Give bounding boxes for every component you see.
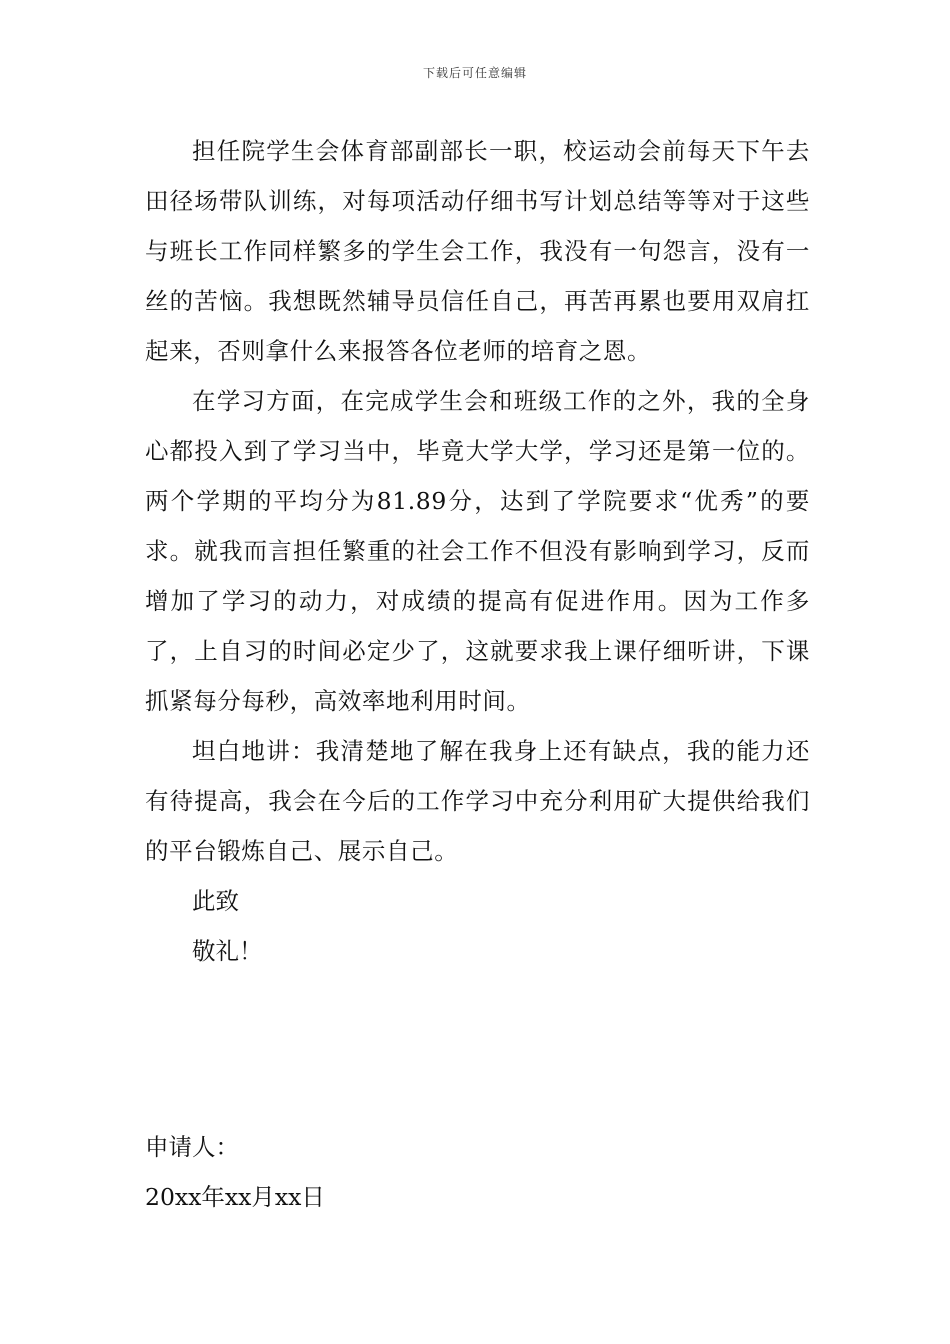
letter-body bbox=[145, 126, 810, 976]
closing-regards: 敬礼！ bbox=[192, 937, 263, 965]
date-line: 20xx年xx月xx日 bbox=[145, 1183, 325, 1211]
applicant-label: 申请人： bbox=[145, 1133, 239, 1161]
paragraph-sports-department: 担任院学生会体育部副部长一职，校运动会前每天下午去田径场带队训练，对每项活动仔细书写计划总结等等对于这些与班长工作同样繁多的学生会工作，我没有一句怨言，没有一丝的苦恼。我想既然辅导员信任自己，再苦再累也要用双肩扛起来，否则拿什么来报答各位老师的培育之恩。 bbox=[145, 137, 810, 365]
signature-block bbox=[145, 1122, 810, 1222]
page-header: 下载后可任意编辑 bbox=[422, 66, 527, 80]
paragraph-self-assessment: 坦白地讲：我清楚地了解在我身上还有缺点，我的能力还有待提高，我会在今后的工作学习中充分利用矿大提供给我们的平台锻炼自己、展示自己。 bbox=[145, 737, 810, 865]
paragraph-study: 在学习方面，在完成学生会和班级工作的之外，我的全身心都投入到了学习当中，毕竟大学大学，学习还是第一位的。两个学期的平均分为81.89分，达到了学院要求“优秀”的要求。就我而言担任繁重的社会工作不但没有影响到学习，反而增加了学习的动力，对成绩的提高有促进作用。因为工作多了，上自习的时间必定少了，这就要求我上课仔细听讲，下课抓紧每分每秒，高效率地利用时间。 bbox=[145, 387, 810, 715]
closing-salutation: 此致 bbox=[192, 887, 239, 915]
